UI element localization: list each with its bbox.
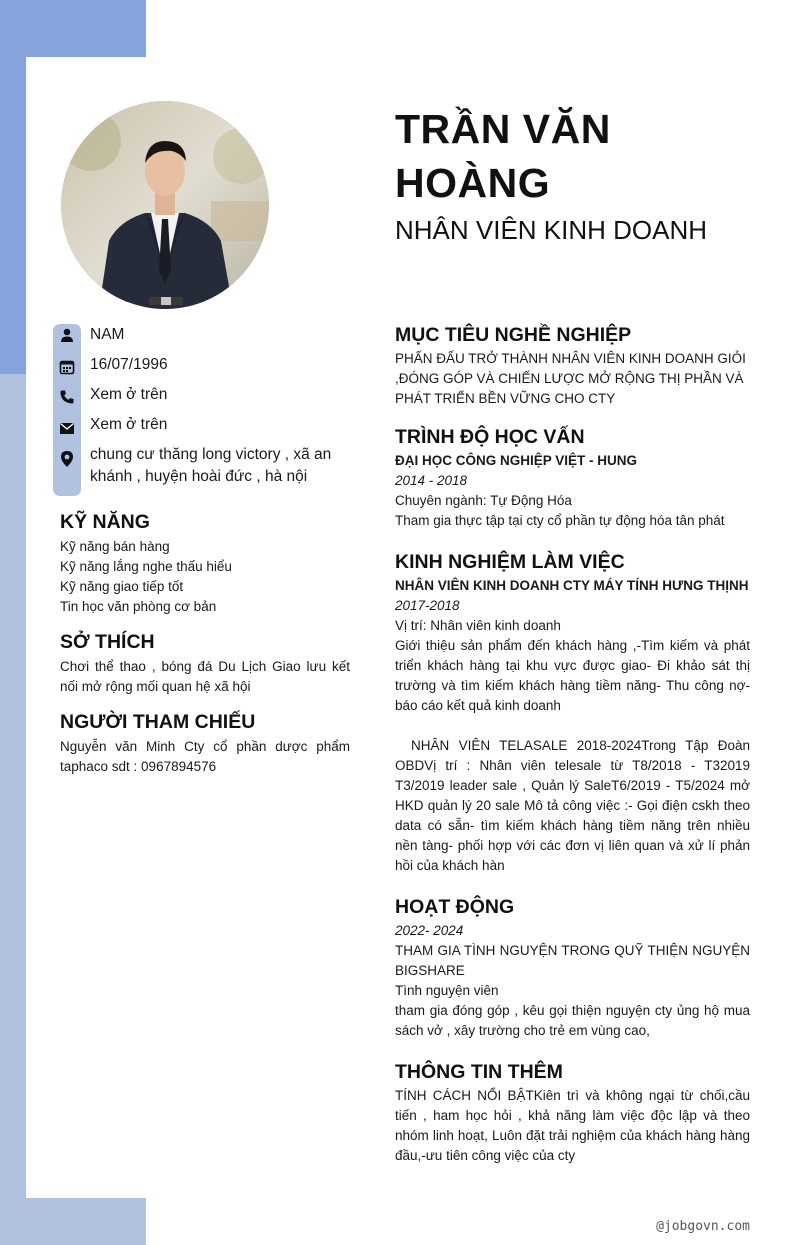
address-value: chung cư thăng long victory , xã an khánh , huyện hoài đức , hà nội: [90, 446, 332, 485]
phone-icon: [59, 389, 75, 405]
objective-text: PHẤN ĐẤU TRỞ THÀNH NHÂN VIÊN KINH DOANH GIỎI ,ĐÓNG GÓP VÀ CHIẾN LƯỢC MỞ RỘNG THỊ PHẦN VÀ PHÁT TRIỂN BỀN VỮNG CHO CTY: [395, 351, 746, 406]
profile-photo: [61, 101, 269, 309]
activities-description: tham gia đóng góp , kêu gọi thiện nguyện cty ủng hộ mua sách vở , xây trường cho trẻ em vùng cao,: [395, 1003, 750, 1038]
education-school: ĐẠI HỌC CÔNG NGHIỆP VIỆT - HUNG: [395, 453, 638, 468]
activities-heading: HOẠT ĐỘNG: [395, 896, 515, 918]
experience-extra: NHÂN VIÊN TELASALE 2018-2024Trong Tập Đoàn OBDVị trí : Nhân viên telesale từ T8/2018 - T32019 T3/2019 leader sale , Quản lý SaleT6/2019 - T5/2024 mở HKD quản lý 20 sale Mô tả công việc :- Gọi điện cskh theo data có sẵn- tìm kiếm khách hàng tiềm năng trên nhiều nền tàng- phối hợp với các đơn vị liên quan và xử lí phản hồi của khách hàn: [395, 738, 750, 873]
location-icon: [59, 450, 75, 466]
phone-value: Xem ở trên: [90, 386, 168, 403]
hobbies-heading: SỞ THÍCH: [60, 631, 155, 653]
education-period: 2014 - 2018: [395, 473, 468, 488]
experience-role: Vị trí: Nhân viên kinh doanh: [395, 618, 561, 633]
gender-value: NAM: [90, 326, 125, 343]
activities-role: Tình nguyện viên: [395, 983, 499, 998]
activities-period: 2022- 2024: [395, 923, 464, 938]
additional-heading: THÔNG TIN THÊM: [395, 1061, 563, 1083]
skills-heading: KỸ NĂNG: [60, 511, 150, 533]
mail-icon: [59, 420, 75, 436]
education-major: Chuyên ngành: Tự Động Hóa: [395, 493, 572, 508]
hobbies-text: Chơi thể thao , bóng đá Du Lịch Giao lưu kết nối mở rộng mối quan hệ xã hội: [60, 659, 350, 694]
activities-section: [395, 894, 750, 1041]
skill-item: Kỹ năng giao tiếp tốt: [60, 579, 184, 594]
hobbies-section: [60, 629, 350, 697]
additional-section: [395, 1059, 750, 1166]
references-section: [60, 709, 350, 777]
calendar-icon: [59, 359, 75, 375]
experience-description: Giới thiệu sản phẩm đến khách hàng ,-Tìm kiếm và phát triển khách hàng tại khu vực được giao- Đi khảo sát thị trường và tìm kiếm khách hàng tiềm năng- Thu công nợ-báo cáo kết quả kinh doanh: [395, 638, 750, 713]
education-heading: TRÌNH ĐỘ HỌC VẤN: [395, 426, 585, 448]
references-text: Nguyễn văn Minh Cty cổ phần dược phẩm taphaco sdt : 0967894576: [60, 739, 350, 774]
birthday-value: 16/07/1996: [90, 356, 168, 373]
objective-heading: MỤC TIÊU NGHỀ NGHIỆP: [395, 324, 632, 346]
experience-period: 2017-2018: [395, 598, 460, 613]
experience-section: [395, 549, 750, 876]
skill-item: Kỹ năng lắng nghe thấu hiểu: [60, 559, 232, 574]
objective-section: [395, 322, 750, 409]
additional-text: TÍNH CÁCH NỔI BẬTKiên trì và không ngại từ chối,cầu tiến , ham học hỏi , khả năng làm việc độc lập và theo nhóm linh hoạt, Luôn đặt trải nghiệm của khách hàng hàng đầu,-ưu tiên công việc của cty: [395, 1088, 750, 1163]
spacer: [395, 716, 750, 736]
skill-item: Kỹ năng bán hàng: [60, 539, 170, 554]
references-heading: NGƯỜI THAM CHIẾU: [60, 711, 256, 733]
education-note: Tham gia thực tập tại cty cổ phần tự động hóa tân phát: [395, 513, 725, 528]
person-icon: [59, 327, 75, 343]
skills-section: [60, 509, 350, 617]
education-section: [395, 424, 750, 531]
experience-heading: KINH NGHIỆM LÀM VIỆC: [395, 551, 625, 573]
activities-organization: THAM GIA TÌNH NGUYỆN TRONG QUỸ THIỆN NGUYỆN BIGSHARE: [395, 943, 750, 978]
candidate-position: NHÂN VIÊN KINH DOANH: [395, 215, 708, 245]
watermark: @jobgovn.com: [656, 1219, 750, 1234]
contact-icon-bar: [53, 324, 81, 496]
email-value: Xem ở trên: [90, 416, 168, 433]
experience-company: NHÂN VIÊN KINH DOANH CTY MÁY TÍNH HƯNG THỊNH: [395, 578, 749, 593]
skill-item: Tin học văn phòng cơ bản: [60, 599, 217, 614]
candidate-name: TRẦN VĂN HOÀNG: [395, 106, 611, 206]
